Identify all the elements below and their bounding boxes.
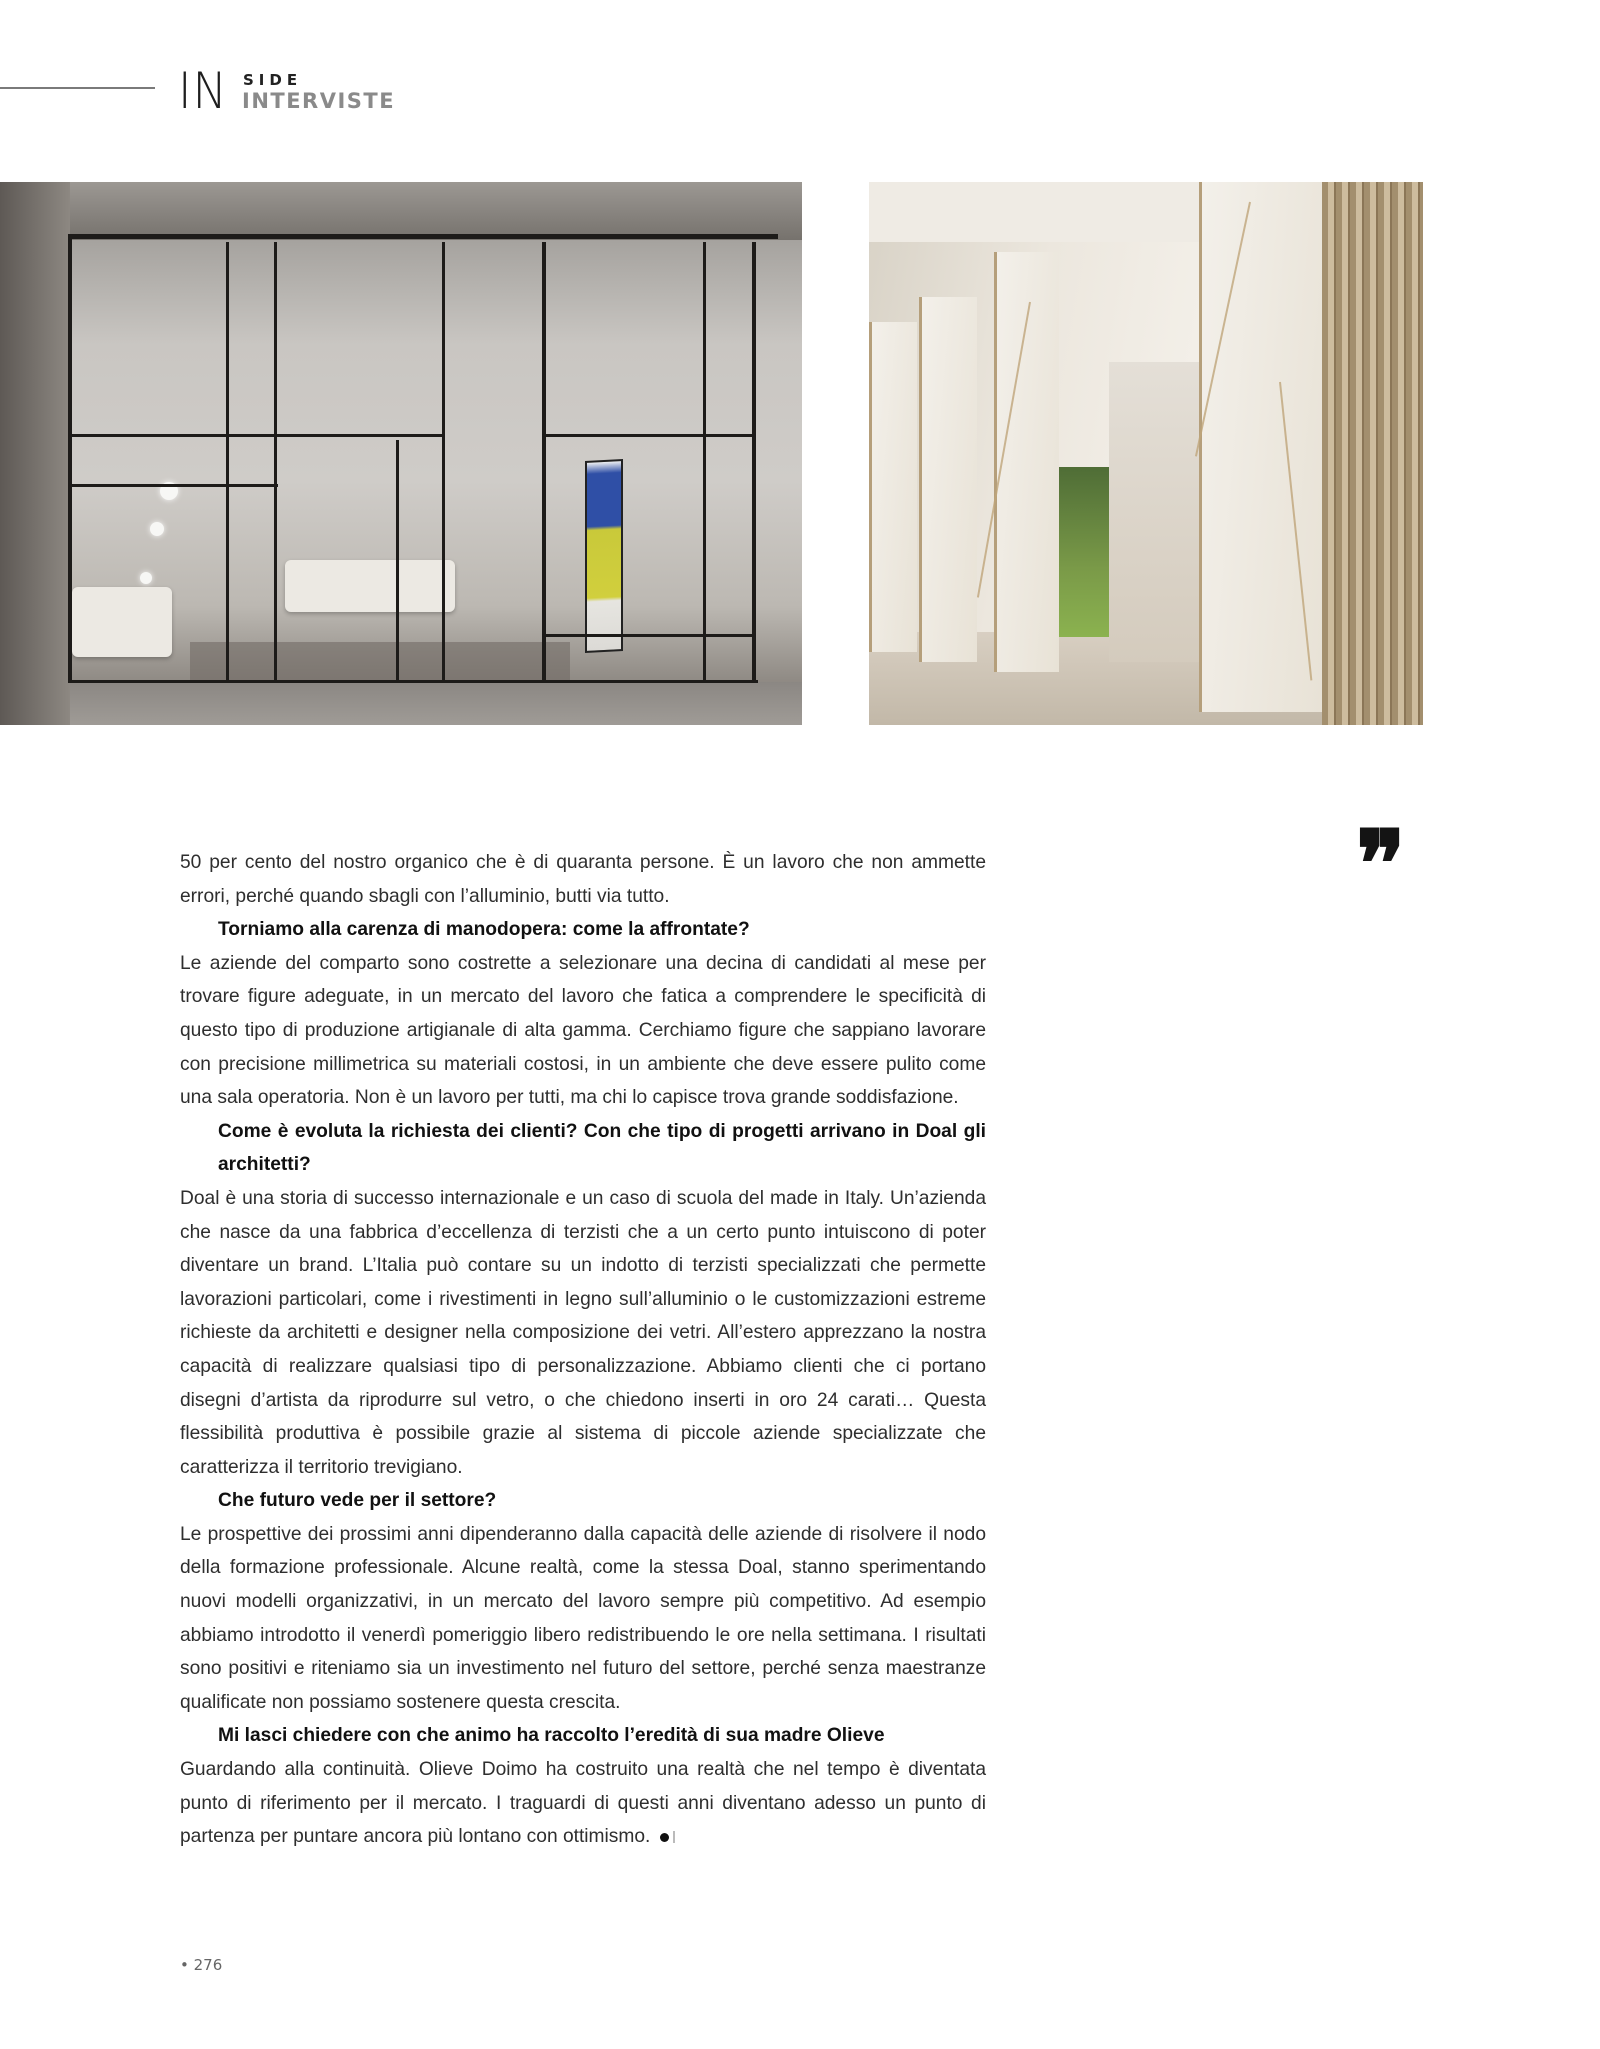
photo-armchair [72, 587, 172, 657]
marble-panel [1199, 182, 1322, 712]
interview-question: Torniamo alla carenza di manodopera: come la affrontate? [218, 919, 750, 941]
header-rule [0, 87, 155, 89]
frame-bar [542, 434, 754, 437]
photo-sofa [285, 560, 455, 612]
photo-rug [190, 642, 570, 682]
frame-bar [68, 434, 443, 437]
section-logo-side: SIDE [243, 71, 303, 89]
end-of-article-icon [660, 1833, 669, 1842]
frame-bar [68, 234, 778, 239]
page-number: • 276 [180, 1956, 223, 1974]
answer-paragraph: Le prospettive dei prossimi anni dipenderanno dalla capacità delle aziende di risolvere il nodo della formazione professionale. Alcune realtà, come la stessa Doal, stanno sperimentando nuovi modelli organizzativi, in un mercato del lavoro sempre più competitivo. Ad esempio abbiamo introdotto il venerdì pomeriggio libero redistribuendo le ore nella settimana. I risultati sono positivi e riteniamo sia un investimento nel futuro del settore, perché senza maestranze qualificate non possiamo sostenere questa crescita. [180, 1523, 986, 1713]
photo-dining-room [1109, 362, 1199, 662]
marble-panel [869, 322, 917, 652]
frame-bar [703, 242, 706, 682]
end-bar-icon [673, 1831, 675, 1843]
answer-paragraph: Le aziende del comparto sono costrette a selezionare una decina di candidati al mese per trovare figure adeguate, in un mercato del lavoro che fatica a comprendere le specificità di questo tipo di produzione artigianale di alta gamma. Cerchiamo figure che sappiano lavorare con precisione millimetrica su materiali costosi, in un ambiente che deve essere pulito come una sala operatoria. Non è un lavoro per tutti, ma chi lo capisce trova grande soddisfazione. [180, 952, 986, 1109]
closing-quote-icon: ❞ [1356, 810, 1400, 918]
answer-text: Guardando alla continuità. Olieve Doimo ha costruito una realtà che nel tempo è diventata punto di riferimento per il mercato. I traguardi di questi anni diventano adesso un punto di partenza per puntare ancora più lontano con ottimismo. [180, 1759, 986, 1848]
photo-glass-doors-living-room [0, 182, 802, 725]
interview-question: Come è evoluta la richiesta dei clienti? Con che tipo di progetti arrivano in Doal gli architetti? [218, 1120, 986, 1176]
frame-bar [226, 242, 229, 682]
interview-question: Mi lasci chiedere con che animo ha raccolto l’eredità di sua madre Olieve [218, 1725, 885, 1747]
frame-bar [542, 242, 546, 682]
frame-bar [68, 680, 758, 683]
frame-bar [542, 634, 754, 637]
frame-bar [442, 242, 445, 682]
answer-paragraph: Doal è una storia di successo internazionale e un caso di scuola del made in Italy. Un’azienda che nasce da una fabbrica d’eccellenza di terzisti che a un certo punto intuiscono di poter diventare un brand. L’Italia può contare su un indotto di terzisti specializzati che permette lavorazioni particolari, come i rivestimenti in legno sull’alluminio o le customizzazioni estreme richieste da architetti e designer nella composizione dei vetri. All’estero apprezzano la nostra capacità di realizzare qualsiasi tipo di personalizzazione. Abbiamo clienti che ci portano disegni d’artista da riprodurre sul vetro, o che chiedono inserti in oro 24 carati… Questa flessibilità produttiva è possibile grazie al sistema di piccole aziende specializzate che caratterizza il territorio trevigiano. [180, 1187, 986, 1478]
photo-lamp [140, 572, 152, 584]
photo-ceiling [70, 182, 802, 240]
frame-bar [68, 234, 72, 682]
section-title: INTERVISTE [242, 89, 396, 113]
answer-paragraph: 50 per cento del nostro organico che è di quaranta persone. È un lavoro che non ammette errori, perché quando sbagli con l’alluminio, butti via tutto. [180, 852, 986, 907]
photo-painting [585, 459, 623, 653]
marble-panel [919, 297, 977, 662]
article-body [180, 846, 986, 1854]
section-logo-in: IN [178, 62, 228, 120]
photo-slatted-panel [1322, 182, 1423, 725]
frame-bar [68, 484, 278, 487]
photo-marble-sliding-panels [869, 182, 1423, 725]
frame-bar [396, 440, 399, 682]
photo-wall [0, 182, 70, 725]
photo-floor [70, 682, 802, 725]
frame-bar [274, 242, 277, 682]
frame-bar [752, 242, 756, 682]
photo-lamp [150, 522, 164, 536]
photo-garden-view [1059, 467, 1109, 637]
answer-paragraph-final [180, 1753, 986, 1854]
interview-question: Che futuro vede per il settore? [218, 1490, 497, 1512]
